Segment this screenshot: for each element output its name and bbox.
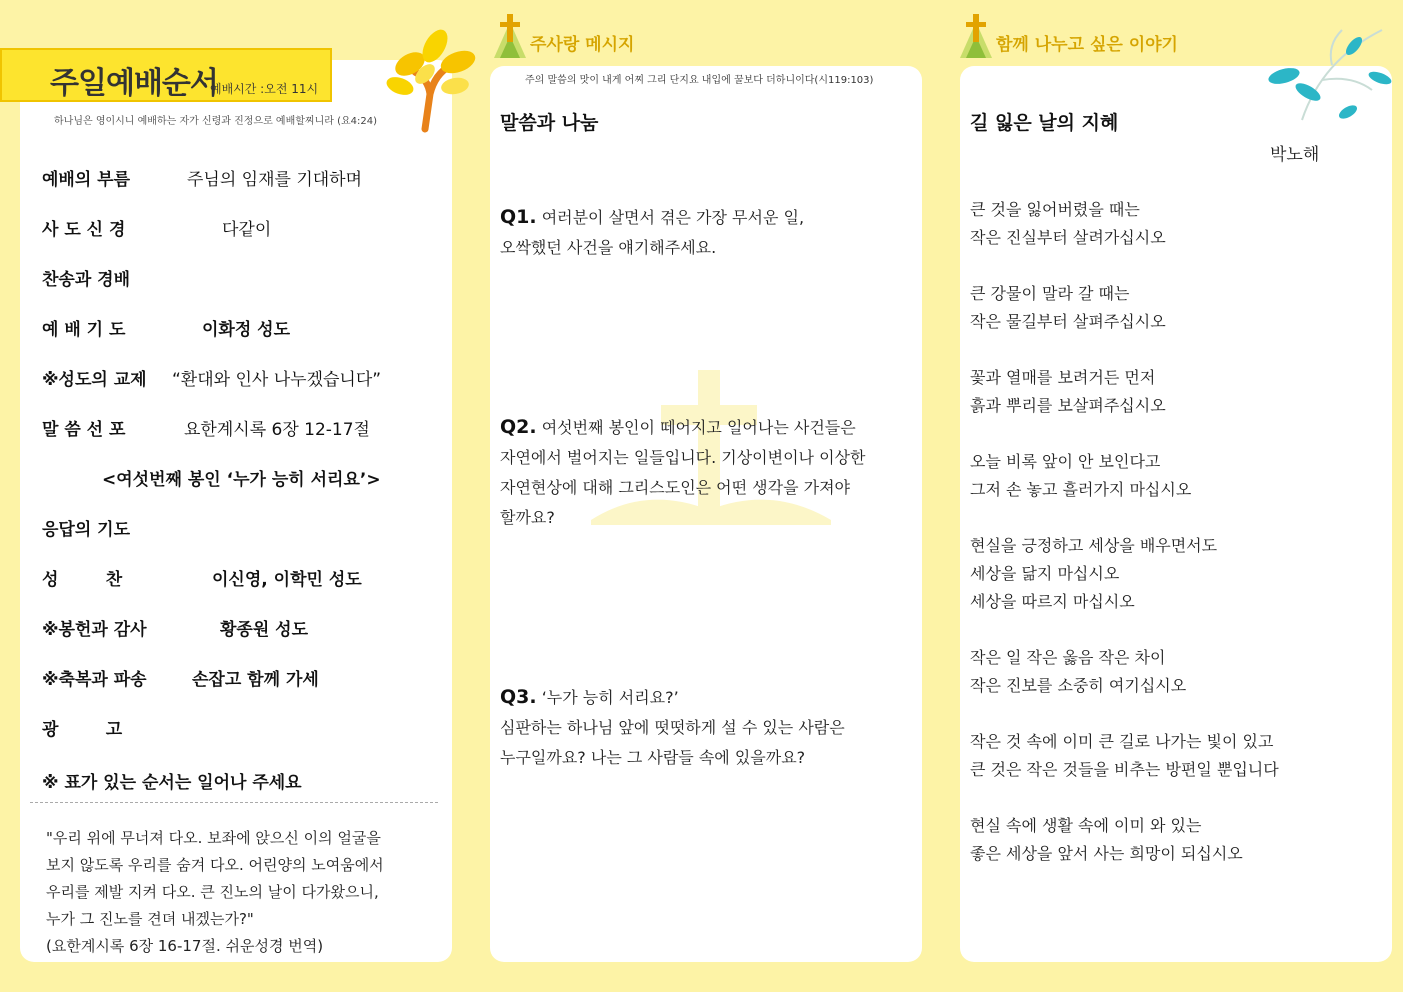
question-2: [500, 412, 892, 533]
q3-line: ‘누가 능히 서리요?’: [541, 688, 679, 707]
poem-line: 현실을 긍정하고 세상을 배우면서도: [970, 536, 1218, 555]
order-value: 이신영, 이학민 성도: [212, 570, 362, 590]
page-title: 주일예배순서: [50, 66, 218, 101]
order-item: 응답의 기도: [42, 520, 131, 540]
poem-line: 그저 손 놓고 흘러가지 마십시오: [970, 480, 1192, 499]
poem-author: 박노해: [1270, 145, 1320, 165]
cross-icon: [492, 12, 528, 60]
poem-line: 작은 물길부터 살펴주십시오: [970, 312, 1166, 331]
q3-line: 심판하는 하나님 앞에 떳떳하게 설 수 있는 사람은: [500, 718, 845, 737]
q2-line: 여섯번째 봉인이 떼어지고 일어나는 사건들은: [541, 418, 856, 437]
poem-stanza: [970, 280, 1380, 336]
order-item: 찬송과 경배: [42, 270, 131, 290]
poem-line: 세상을 닮지 마십시오: [970, 564, 1120, 583]
standing-note: ※ 표가 있는 순서는 일어나 주세요: [42, 773, 302, 793]
q1-line: 오싹했던 사건을 얘기해주세요.: [500, 238, 717, 257]
q3-line: 누구일까요? 나는 그 사람들 속에 있을까요?: [500, 748, 806, 767]
order-item: 광 고: [42, 720, 123, 740]
poem-line: 큰 것을 잃어버렸을 때는: [970, 200, 1140, 219]
order-value: 이화정 성도: [202, 320, 291, 340]
service-time: 예배시간 :오전 11시: [210, 82, 319, 96]
poem-line: 좋은 세상을 앞서 사는 희망이 되십시오: [970, 844, 1243, 863]
quote-line: 우리를 제발 지켜 다오. 큰 진노의 날이 다가왔으니,: [46, 883, 379, 901]
q2-line: 자연에서 벌어지는 일들입니다. 기상이변이나 이상한: [500, 448, 866, 467]
poem-line: 작은 진보를 소중히 여기십시오: [970, 676, 1187, 695]
section-title-message: 주사랑 메시지: [530, 35, 635, 55]
poem-line: 세상을 따르지 마십시오: [970, 592, 1135, 611]
bible-verse: 주의 말씀의 맛이 내게 어찌 그리 단지요 내입에 꿀보다 더하니이다(시119:103): [525, 75, 874, 86]
order-item: 말 씀 선 포: [42, 420, 126, 440]
order-value: “환대와 인사 나누겠습니다”: [172, 370, 382, 390]
order-item: 예배의 부름: [42, 170, 131, 190]
poem-stanza: [970, 644, 1380, 700]
poem-stanza: [970, 728, 1380, 784]
order-value: 주님의 임재를 기대하며: [187, 170, 363, 190]
order-item: 성 찬: [42, 570, 123, 590]
poem-stanza: [970, 532, 1380, 616]
poem-line: 꽃과 열매를 보려거든 먼저: [970, 368, 1156, 387]
poem-line: 큰 강물이 말라 갈 때는: [970, 284, 1130, 303]
poem-stanza: [970, 812, 1380, 868]
order-value: 손잡고 함께 가세: [192, 670, 319, 690]
quote-line: 보지 않도록 우리를 숨겨 다오. 어린양의 노여움에서: [46, 856, 384, 874]
q2-line: 자연현상에 대해 그리스도인은 어떤 생각을 가져야: [500, 478, 851, 497]
poem-stanza: [970, 448, 1380, 504]
order-value: 요한계시록 6장 12-17절: [184, 420, 370, 440]
tree-icon: [380, 24, 480, 134]
quote-line: 누가 그 진노를 견뎌 내겠는가?": [46, 910, 254, 928]
q1-line: 여러분이 살면서 겪은 가장 무서운 일,: [541, 208, 805, 227]
order-item: ※봉헌과 감사: [42, 620, 147, 640]
poem-stanza: [970, 196, 1380, 252]
question-3: [500, 682, 892, 773]
poem-line: 작은 일 작은 옳음 작은 차이: [970, 648, 1166, 667]
quote-line: (요한계시록 6장 16-17절. 쉬운성경 번역): [46, 937, 324, 955]
left-subtitle: 하나님은 영이시니 예배하는 자가 신령과 진정으로 예배할찌니라 (요4:24): [54, 116, 377, 127]
poem-line: 흙과 뿌리를 보살펴주십시오: [970, 396, 1166, 415]
poem-title: 길 잃은 날의 지혜: [970, 112, 1119, 134]
q2-label: Q2.: [500, 416, 537, 438]
order-value: 황종원 성도: [220, 620, 309, 640]
q1-label: Q1.: [500, 206, 537, 228]
order-item: 사 도 신 경: [42, 220, 126, 240]
order-item: ※성도의 교제: [42, 370, 147, 390]
poem-line: 작은 것 속에 이미 큰 길로 나가는 빛이 있고: [970, 732, 1274, 751]
poem-stanza: [970, 364, 1380, 420]
poem-line: 현실 속에 생활 속에 이미 와 있는: [970, 816, 1202, 835]
question-1: [500, 202, 892, 263]
q2-line: 할까요?: [500, 508, 555, 527]
sharing-heading: 말씀과 나눔: [500, 112, 599, 134]
section-title-story: 함께 나누고 싶은 이야기: [996, 35, 1178, 55]
order-item: 예 배 기 도: [42, 320, 126, 340]
quote-line: "우리 위에 무너져 다오. 보좌에 앉으신 이의 얼굴을: [46, 829, 381, 847]
cross-icon: [958, 12, 994, 60]
poem-line: 오늘 비록 앞이 안 보인다고: [970, 452, 1161, 471]
floral-decoration: [1262, 20, 1402, 130]
q3-label: Q3.: [500, 686, 537, 708]
order-value: 다같이: [222, 220, 272, 240]
poem-line: 작은 진실부터 살려가십시오: [970, 228, 1166, 247]
sermon-title: <여섯번째 봉인 ‘누가 능히 서리요’>: [102, 470, 381, 490]
scripture-quote: [46, 825, 436, 960]
title-banner: [0, 48, 332, 102]
poem-line: 큰 것은 작은 것들을 비추는 방편일 뿐입니다: [970, 760, 1279, 779]
order-item: ※축복과 파송: [42, 670, 147, 690]
divider: [30, 802, 438, 803]
